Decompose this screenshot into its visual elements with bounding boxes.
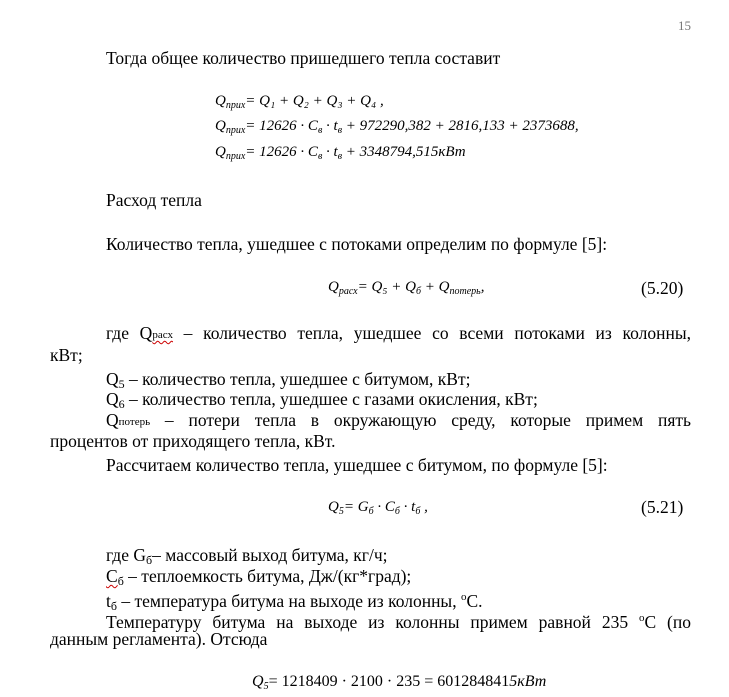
intro-text: Тогда общее количество пришедшего тепла составит [106,48,501,68]
paragraph-temperature-line2: данным регламента). Отсюда [50,629,268,649]
where-q5: $Q_5$ – количество тепла, ушедшее с битумом, кВт; [106,369,471,391]
where-q-out-line1: где Qрасх – количество тепла, ушедшее со всеми потоками из колонны, [106,323,691,343]
where-t: $t_б$ – температура битума на выходе из колонны, $^о$С. [106,591,483,613]
where-g: где $G_б-$ массовый выход битума, кг/ч; [106,545,388,567]
paragraph-temperature-line1: Температуру битума на выходе из колонны примем равной 235 $^о$С (по [106,612,691,632]
equation-q5-result: $Q_5= 1218409 \cdot 2100 \cdot 235 = 6012848415кВт$ [252,673,547,692]
formula-q-in-3: $Q_{прих}= 12626 \cdot C_в \cdot t_в + 3348794,515кВт$ [215,144,466,162]
equation-5-21: $Q_5= G_б \cdot C_б \cdot t_б$ , [328,499,428,517]
paragraph-bitumen: Рассчитаем количество тепла, ушедшее с битумом, по формуле [5]: [106,455,608,475]
equation-number-5-21: (5.21) [641,497,684,517]
equation-number-5-20: (5.20) [641,278,684,298]
where-q-out-line2: кВт; [50,345,83,365]
formula-q-in-1: $Q_{прих}= Q_1 + Q_2 + Q_3 + Q_4$ , [215,93,384,111]
where-q6: $Q_6$ – количество тепла, ушедшее с газами окисления, кВт; [106,389,538,411]
heading-heat-out: Расход тепла [106,190,202,210]
page-number: 15 [678,18,691,33]
where-q-losses-line2: процентов от приходящего тепла, кВт. [50,431,336,451]
paragraph-flows: Количество тепла, ушедшее с потоками определим по формуле [5]: [106,234,608,254]
formula-q-in-2: $Q_{прих}= 12626 \cdot C_в \cdot t_в + 972290,382 + 2816,133 + 2373688$, [215,118,579,136]
equation-5-20: $Q_{расх}= Q_5 + Q_б + Q_{потерь}$, [328,279,485,297]
where-q-losses-line1: Qпотерь – потери тепла в окружающую среду, которые примем пять [106,410,691,430]
where-c: $C_б$ – теплоемкость битума, Дж/(кг*град); [106,566,412,588]
